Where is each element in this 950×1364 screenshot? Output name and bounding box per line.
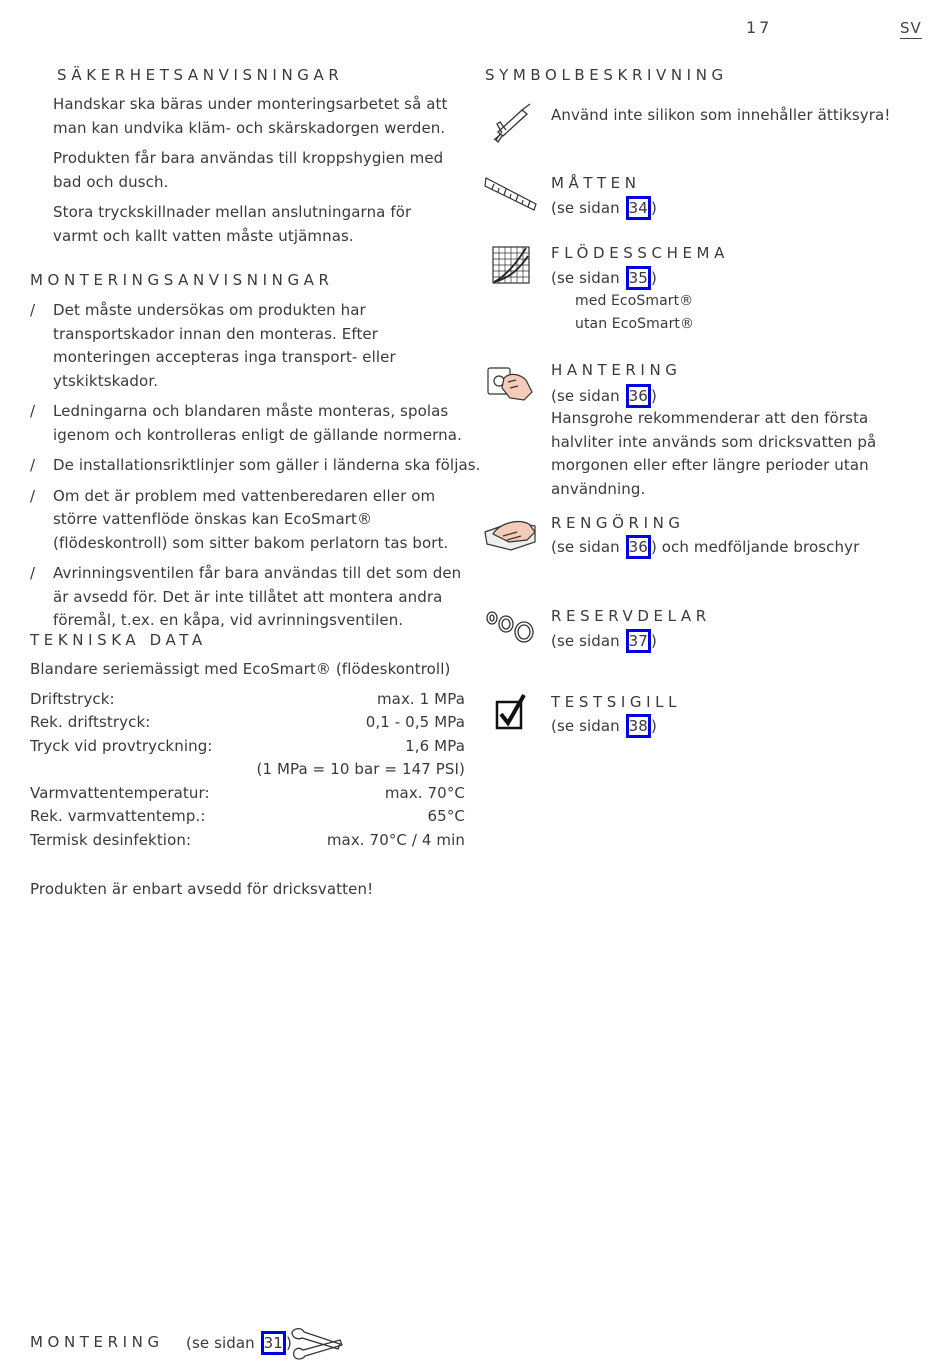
list-item: / Det måste undersökas om produkten har transportskador innan den monteras. Efter monteringen accepteras inga transport- eller ytskiktskador. — [30, 301, 396, 390]
technical-data-intro: Blandare seriemässigt med EcoSmart® (flödeskontroll) — [30, 660, 451, 678]
flow-chart-with-ecosmart: med EcoSmart® — [575, 293, 694, 309]
silicone-warning: Använd inte silikon som innehåller ättiksyra! — [551, 106, 891, 124]
flow-chart-reference: (se sidan 35 ) — [551, 266, 657, 291]
dimensions-reference: (se sidan 34 ) — [551, 196, 657, 221]
silicone-gun-icon — [488, 100, 534, 144]
page-link-35[interactable]: 35 — [626, 266, 651, 290]
spare-parts-reference: (se sidan 37 ) — [551, 629, 657, 654]
technical-data-section — [30, 658, 465, 852]
handling-heading: HANTERING — [551, 361, 682, 379]
page-link-37[interactable]: 37 — [626, 629, 651, 653]
handling-reference: (se sidan 36 ) — [551, 384, 657, 409]
table-row: Driftstryck: max. 1 MPa — [30, 689, 465, 708]
dimensions-heading: MÅTTEN — [551, 174, 641, 192]
hand-cleaning-icon — [483, 512, 539, 552]
technical-data-heading: TEKNISKA DATA — [30, 631, 207, 649]
test-seal-reference: (se sidan 38 ) — [551, 714, 657, 739]
symbols-heading: SYMBOLBESKRIVNING — [485, 66, 728, 84]
page-number: 17 — [746, 18, 773, 37]
cleaning-heading: RENGÖRING — [551, 514, 685, 532]
page-link-34[interactable]: 34 — [626, 196, 651, 220]
spare-parts-heading: RESERVDELAR — [551, 607, 711, 625]
hand-operating-icon — [486, 362, 536, 402]
mounting-footer-reference: (se sidan 31 ) — [186, 1331, 292, 1356]
flow-chart-icon — [492, 246, 530, 284]
safety-paragraph: Produkten får bara användas till kroppshygien med bad och dusch. — [53, 149, 444, 191]
page-link-31[interactable]: 31 — [261, 1331, 286, 1355]
cleaning-reference: (se sidan 36 ) och medföljande broschyr — [551, 535, 859, 560]
table-row: Tryck vid provtryckning: 1,6 MPa — [30, 736, 465, 755]
table-row: Rek. driftstryck: 0,1 - 0,5 MPa — [30, 713, 465, 731]
list-item: / Ledningarna och blandaren måste monteras, spolas igenom och kontrolleras enligt de gällande normerna. — [30, 402, 462, 444]
test-seal-heading: TESTSIGILL — [551, 693, 682, 711]
page-link-36-cleaning[interactable]: 36 — [626, 535, 651, 559]
ruler-icon — [484, 174, 538, 214]
page-link-36[interactable]: 36 — [626, 384, 651, 408]
mounting-instructions-list — [30, 299, 481, 640]
table-row: Rek. varmvattentemp.: 65°C — [30, 807, 465, 825]
mounting-instructions-heading: MONTERINGSANVISNINGAR — [30, 271, 334, 289]
list-item: / De installationsriktlinjer som gäller i länderna ska följas. — [30, 456, 481, 474]
handling-text: Hansgrohe rekommenderar att den första halvliter inte används som dricksvatten på morgonen eller efter längre perioder utan användning. — [551, 409, 877, 498]
spare-parts-icon — [484, 606, 540, 646]
flow-chart-heading: FLÖDESSCHEMA — [551, 244, 729, 262]
drinking-water-note: Produkten är enbart avsedd för dricksvatten! — [30, 880, 374, 898]
wrench-icon — [288, 1326, 346, 1362]
language-tag: SV — [900, 19, 922, 37]
safety-heading: SÄKERHETSANVISNINGAR — [57, 66, 344, 84]
table-row: Termisk desinfektion: max. 70°C / 4 min — [30, 830, 465, 849]
safety-section — [53, 93, 458, 255]
flow-chart-without-ecosmart: utan EcoSmart® — [575, 316, 695, 332]
list-item: / Om det är problem med vattenberedaren eller om större vattenflöde önskas kan EcoSmart® (flödeskontroll) som sitter bakom perlatorn tas bort. — [30, 486, 449, 552]
safety-paragraph: Stora tryckskillnader mellan anslutningarna för varmt och kallt vatten måste utjämnas. — [53, 203, 412, 245]
table-row: Varmvattentemperatur: max. 70°C — [30, 783, 465, 802]
mounting-footer-heading: MONTERING — [30, 1333, 164, 1351]
checkbox-check-icon — [494, 693, 528, 731]
safety-paragraph: Handskar ska bäras under monteringsarbetet så att man kan undvika kläm- och skärskadorgen werden. — [53, 95, 448, 137]
table-row: (1 MPa = 10 bar = 147 PSI) — [256, 760, 465, 778]
page-link-38[interactable]: 38 — [626, 714, 651, 738]
list-item: / Avrinningsventilen får bara användas till det som den är avsedd för. Det är inte tillåtet att montera andra föremål, t.ex. en kåpa, vid avrinningsventilen. — [30, 564, 462, 629]
